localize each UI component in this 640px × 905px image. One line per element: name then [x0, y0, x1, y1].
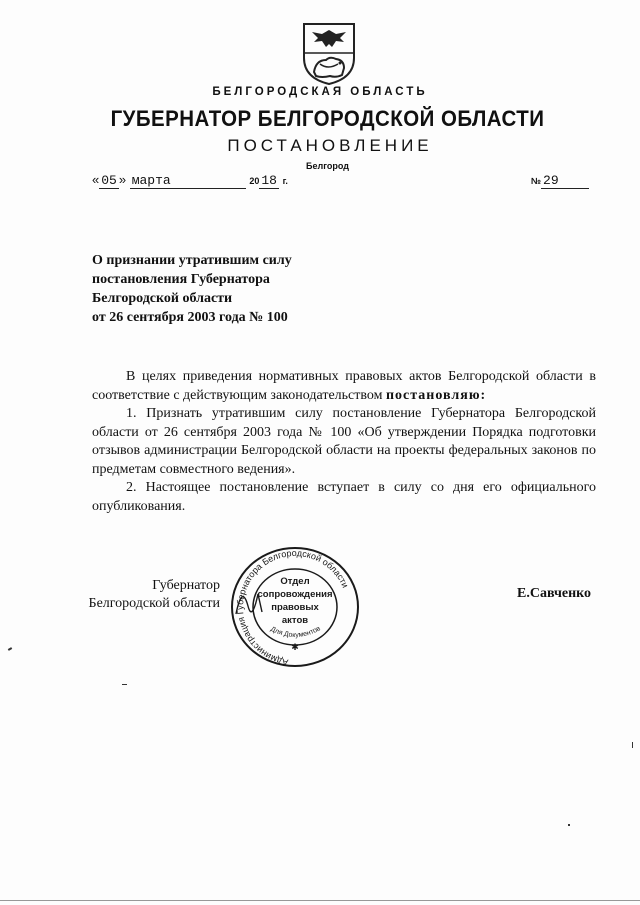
clause-1: 1. Признать утратившим силу постановление Губернатора Белгородской области от 26 сентября 2003 года № 100 «Об утверждении Порядка подготовки отзывов администрации Белгородской области на проекты федеральных законов по предметам совместного ведения». — [92, 406, 596, 477]
date-line — [92, 172, 288, 189]
official-stamp — [228, 544, 362, 670]
region-name: БЕЛГОРОДСКАЯ ОБЛАСТЬ — [212, 86, 428, 98]
subject-heading — [92, 251, 292, 327]
document-number — [531, 172, 589, 189]
signatory-title — [89, 577, 220, 613]
preamble-text: В целях приведения нормативных правовых актов Белгородской области в соответствие с действующим законодательством — [92, 369, 596, 403]
preamble-paragraph — [92, 368, 596, 405]
issuer-title: ГУБЕРНАТОР БЕЛГОРОДСКОЙ ОБЛАСТИ — [110, 106, 545, 131]
subject-line: О признании утратившим силу — [92, 253, 292, 268]
stamp-center-line: Отдел — [280, 576, 310, 587]
date-month: марта — [130, 173, 246, 189]
date-day: 05 — [101, 173, 117, 188]
city-label: Белгород — [306, 161, 349, 171]
scan-speck — [632, 742, 633, 748]
stamp-star-icon: ✱ — [291, 642, 299, 652]
clause-2: 2. Настоящее постановление вступает в силу со дня его официального опубликования. — [92, 480, 596, 514]
subject-line: постановления Губернатора — [92, 272, 270, 287]
signatory-name: Е.Савченко — [517, 586, 592, 601]
date-open-quote: « — [92, 172, 100, 187]
subject-line: от 26 сентября 2003 года № 100 — [92, 310, 288, 325]
scan-edge — [0, 900, 640, 901]
number-label: № — [531, 176, 542, 186]
coat-of-arms-icon — [300, 20, 358, 86]
decree-keyword: постановляю: — [385, 387, 487, 403]
date-year-suffix: 18 — [261, 173, 277, 188]
decree-body — [92, 368, 596, 516]
subject-line: Белгородской области — [92, 291, 233, 306]
stamp-center-line: правовых — [271, 602, 319, 613]
scan-speck — [8, 647, 12, 651]
scan-speck — [568, 824, 570, 826]
stamp-center-line: сопровождения — [257, 589, 333, 600]
date-year-prefix: 20 — [249, 176, 260, 186]
number-value: 29 — [541, 173, 589, 189]
signatory-title-line: Губернатор — [152, 578, 220, 593]
scan-speck — [122, 684, 127, 685]
date-year-mark: г. — [282, 176, 288, 186]
signatory-title-line: Белгородской области — [88, 596, 220, 611]
stamp-center-line: актов — [281, 615, 309, 626]
stamp-bottom-text: Для Документов — [269, 625, 322, 640]
document-type: ПОСТАНОВЛЕНИЕ — [227, 136, 433, 155]
date-close-quote: » — [118, 172, 127, 187]
stamp-ring-text: Администрация Губернатора Белгородской области — [235, 547, 351, 668]
